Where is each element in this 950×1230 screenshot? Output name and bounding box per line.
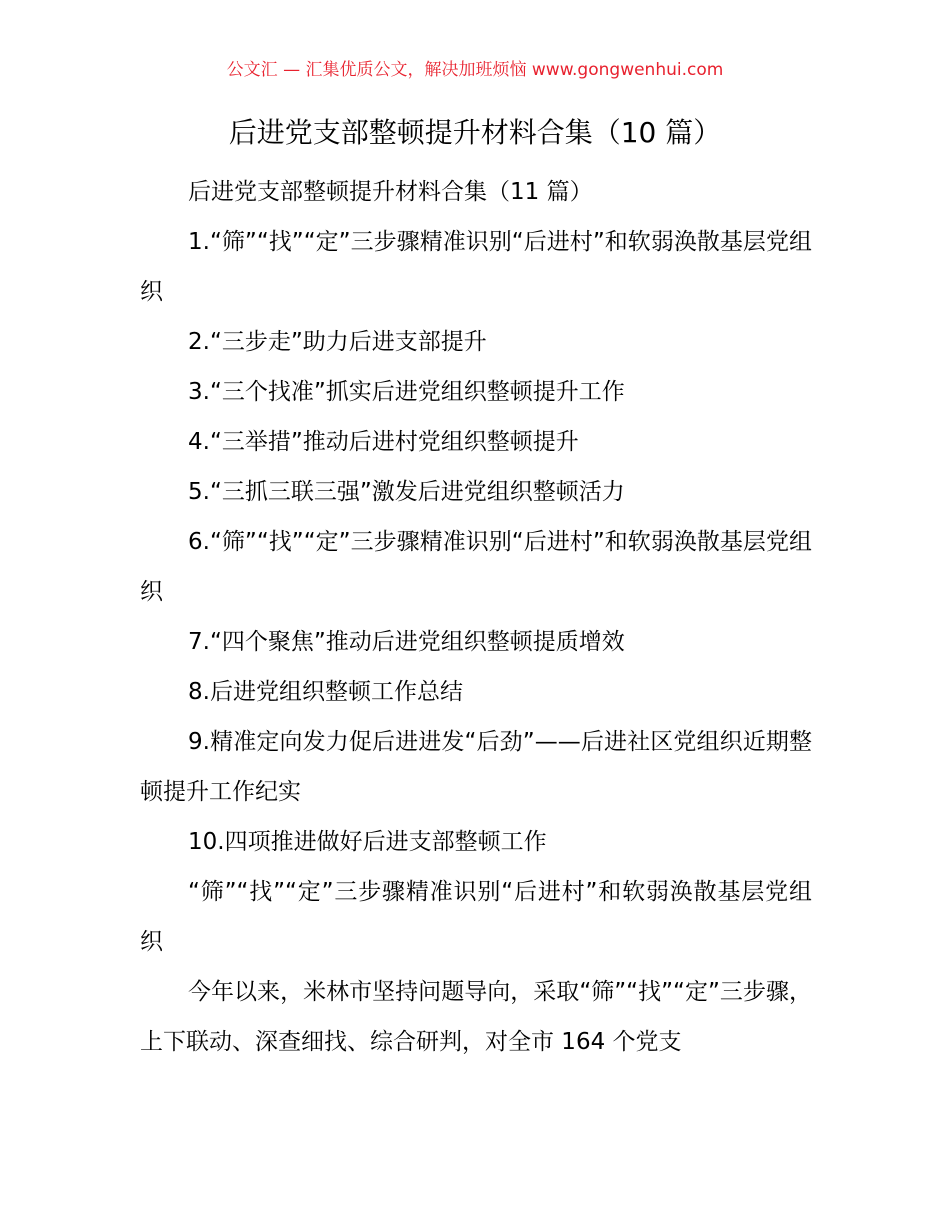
toc-item-9: 9.精准定向发力促后进进发“后劲”——后进社区党组织近期整顿提升工作纪实 [140,729,812,805]
toc-item-2: 2.“三步走”助力后进支部提升 [188,329,487,355]
toc-item-4: 4.“三举措”推动后进村党组织整顿提升 [188,429,579,455]
document-title: 后进党支部整顿提升材料合集（10 篇） [228,116,722,149]
toc-item-1: 1.“筛”“找”“定”三步骤精准识别“后进村”和软弱涣散基层党组织 [140,229,812,305]
toc-item-7: 7.“四个聚焦”推动后进党组织整顿提质增效 [188,629,625,655]
section-heading: “筛”“找”“定”三步骤精准识别“后进村”和软弱涣散基层党组织 [140,879,812,955]
toc-item-10: 10.四项推进做好后进支部整顿工作 [188,829,547,855]
toc-item-3: 3.“三个找准”抓实后进党组织整顿提升工作 [188,379,625,405]
body-paragraph: 今年以来，米林市坚持问题导向，采取“筛”“找”“定”三步骤，上下联动、深查细找、综合研判，对全市 164 个党支 [140,979,812,1055]
toc-item-8: 8.后进党组织整顿工作总结 [188,679,463,705]
document-subtitle: 后进党支部整顿提升材料合集（11 篇） [188,179,593,205]
toc-item-5: 5.“三抓三联三强”激发后进党组织整顿活力 [188,479,625,505]
toc-item-6: 6.“筛”“找”“定”三步骤精准识别“后进村”和软弱涣散基层党组织 [140,529,812,605]
header-banner: 公文汇 — 汇集优质公文，解决加班烦恼 www.gongwenhui.com [226,60,724,80]
document-body [140,167,812,1067]
